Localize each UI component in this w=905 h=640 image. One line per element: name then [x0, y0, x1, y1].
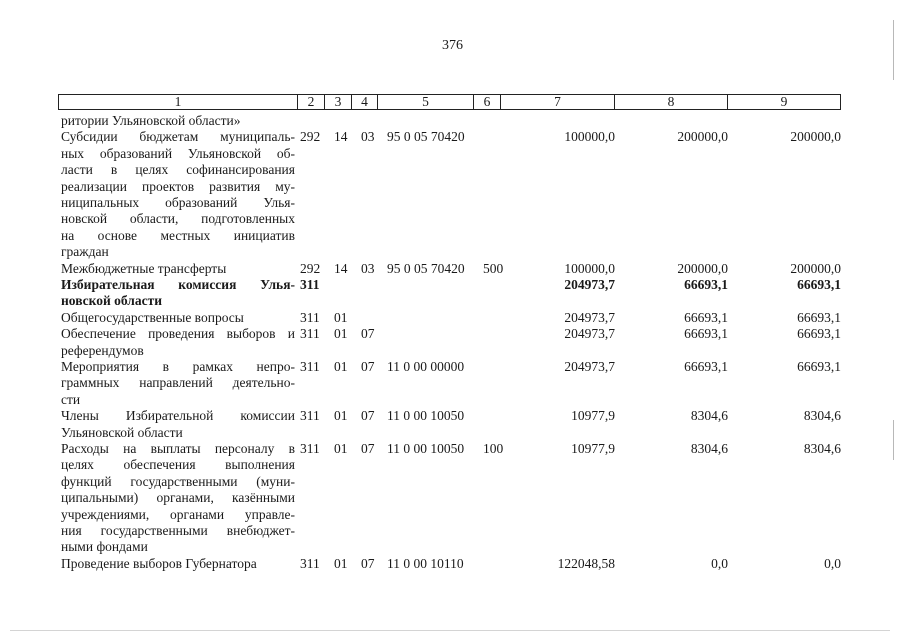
- row-name-line: реализации проектов развития му-: [61, 178, 295, 194]
- row-cell-4: 03: [361, 129, 375, 145]
- row-name: [61, 129, 295, 260]
- row-name-line: Расходы на выплаты персоналу в: [61, 440, 295, 456]
- row-cell-4: 07: [361, 358, 375, 374]
- row-cell-2: 311: [300, 408, 320, 424]
- table-row: [0, 129, 905, 260]
- row-cell-7: 204973,7: [564, 309, 615, 325]
- row-name: [61, 113, 295, 129]
- row-cell-8: 66693,1: [684, 358, 728, 374]
- row-name-line: Члены Избирательной комиссии: [61, 408, 295, 424]
- table-row: [0, 441, 905, 556]
- row-cell-7: 10977,9: [571, 440, 615, 456]
- row-cell-5: 11 0 00 10050: [387, 440, 465, 456]
- column-header-table: [58, 94, 841, 110]
- row-name-line: новской области, подготовленных: [61, 211, 295, 227]
- row-cell-2: 311: [300, 440, 320, 456]
- page-number: 376: [442, 38, 463, 53]
- row-name-line: Избирательная комиссия Улья-: [61, 276, 295, 292]
- row-cell-9: 200000,0: [790, 260, 841, 276]
- row-cell-7: 204973,7: [564, 276, 615, 292]
- table-row: [0, 556, 905, 572]
- row-name-line: Обеспечение проведения выборов и: [61, 326, 295, 342]
- row-name-line: Общегосударственные вопросы: [61, 309, 244, 325]
- column-header-5: 5: [378, 95, 474, 110]
- row-cell-4: 03: [361, 260, 375, 276]
- row-name-line: граммных направлений деятельно-: [61, 375, 295, 391]
- row-cell-9: 66693,1: [797, 309, 841, 325]
- column-header-2: 2: [298, 95, 325, 110]
- column-header-8: 8: [615, 95, 728, 110]
- row-name: [61, 310, 295, 326]
- row-name-line: ципальными) органами, казёнными: [61, 490, 295, 506]
- row-name-line: ния государственными внебюджет-: [61, 522, 295, 538]
- row-cell-8: 66693,1: [684, 309, 728, 325]
- row-name-line: ниципальных образований Улья-: [61, 195, 295, 211]
- row-name-line: функций государственными (муни-: [61, 473, 295, 489]
- row-cell-9: 66693,1: [797, 276, 841, 292]
- row-cell-2: 292: [300, 129, 321, 145]
- row-cell-7: 204973,7: [564, 358, 615, 374]
- row-cell-3: 01: [334, 358, 348, 374]
- row-cell-8: 0,0: [711, 555, 728, 571]
- row-cell-7: 10977,9: [571, 408, 615, 424]
- row-cell-9: 8304,6: [803, 440, 841, 456]
- column-header-9: 9: [728, 95, 841, 110]
- table-row: [0, 261, 905, 277]
- row-cell-7: 100000,0: [564, 260, 615, 276]
- row-cell-5: 95 0 05 70420: [387, 129, 465, 145]
- row-cell-3: 14: [334, 260, 348, 276]
- row-name-line: на основе местных инициатив: [61, 227, 295, 243]
- row-cell-4: 07: [361, 326, 375, 342]
- row-name-line: Межбюджетные трансферты: [61, 260, 227, 276]
- row-name-line: Субсидии бюджетам муниципаль-: [61, 129, 295, 145]
- row-cell-2: 311: [300, 309, 320, 325]
- row-name: [61, 326, 295, 359]
- row-cell-3: 01: [334, 555, 348, 571]
- scan-mark-bottom: [10, 630, 890, 631]
- row-cell-7: 204973,7: [564, 326, 615, 342]
- row-cell-6: 500: [483, 260, 504, 276]
- row-name-line: учреждениями, органами управле-: [61, 506, 295, 522]
- table-row: [0, 310, 905, 326]
- row-cell-4: 07: [361, 555, 375, 571]
- row-cell-3: 01: [334, 309, 348, 325]
- row-name-line: ритории Ульяновской области»: [61, 113, 241, 128]
- row-name-line: ными фондами: [61, 539, 148, 555]
- scan-mark-right: [893, 20, 894, 80]
- row-cell-8: 66693,1: [684, 326, 728, 342]
- table-row: [0, 113, 905, 129]
- row-cell-2: 311: [300, 276, 320, 292]
- row-name-line: целях обеспечения выполнения: [61, 457, 295, 473]
- table-row: [0, 359, 905, 408]
- row-name-line: граждан: [61, 244, 109, 260]
- row-cell-5: 11 0 00 10110: [387, 555, 464, 571]
- row-cell-4: 07: [361, 440, 375, 456]
- column-header-1: 1: [59, 95, 298, 110]
- row-cell-3: 01: [334, 326, 348, 342]
- row-cell-9: 66693,1: [797, 358, 841, 374]
- row-name-line: референдумов: [61, 342, 144, 358]
- column-header-6: 6: [474, 95, 501, 110]
- column-header-4: 4: [352, 95, 378, 110]
- column-header-3: 3: [325, 95, 352, 110]
- column-header-row: [59, 95, 841, 110]
- row-cell-9: 0,0: [824, 555, 841, 571]
- row-name-line: Мероприятия в рамках непро-: [61, 358, 295, 374]
- row-name: [61, 277, 295, 310]
- row-name-line: Проведение выборов Губернатора: [61, 555, 257, 571]
- row-cell-9: 200000,0: [790, 129, 841, 145]
- row-name: [61, 408, 295, 441]
- row-cell-3: 14: [334, 129, 348, 145]
- row-cell-2: 311: [300, 358, 320, 374]
- row-cell-9: 66693,1: [797, 326, 841, 342]
- table-row: [0, 326, 905, 359]
- row-name-line: ласти в целях софинансирования: [61, 162, 295, 178]
- row-cell-9: 8304,6: [803, 408, 841, 424]
- row-cell-7: 122048,58: [557, 555, 615, 571]
- row-name-line: ных образований Ульяновской об-: [61, 145, 295, 161]
- row-cell-6: 100: [483, 440, 504, 456]
- row-cell-5: 95 0 05 70420: [387, 260, 465, 276]
- row-cell-5: 11 0 00 00000: [387, 358, 465, 374]
- row-name-line: новской области: [61, 293, 163, 309]
- row-cell-2: 292: [300, 260, 321, 276]
- table-row: [0, 277, 905, 310]
- row-cell-3: 01: [334, 408, 348, 424]
- column-header-7: 7: [501, 95, 615, 110]
- row-cell-8: 200000,0: [677, 129, 728, 145]
- budget-table-body: [0, 113, 905, 572]
- row-cell-5: 11 0 00 10050: [387, 408, 465, 424]
- row-cell-2: 311: [300, 326, 320, 342]
- row-cell-3: 01: [334, 440, 348, 456]
- row-cell-8: 8304,6: [690, 440, 728, 456]
- row-name-line: сти: [61, 391, 81, 407]
- row-cell-8: 66693,1: [684, 276, 728, 292]
- row-name: [61, 261, 295, 277]
- table-row: [0, 408, 905, 441]
- row-cell-2: 311: [300, 555, 320, 571]
- row-name-line: Ульяновской области: [61, 424, 183, 440]
- row-name: [61, 556, 295, 572]
- row-name: [61, 441, 295, 556]
- row-cell-8: 200000,0: [677, 260, 728, 276]
- row-cell-7: 100000,0: [564, 129, 615, 145]
- row-cell-4: 07: [361, 408, 375, 424]
- row-name: [61, 359, 295, 408]
- row-cell-8: 8304,6: [690, 408, 728, 424]
